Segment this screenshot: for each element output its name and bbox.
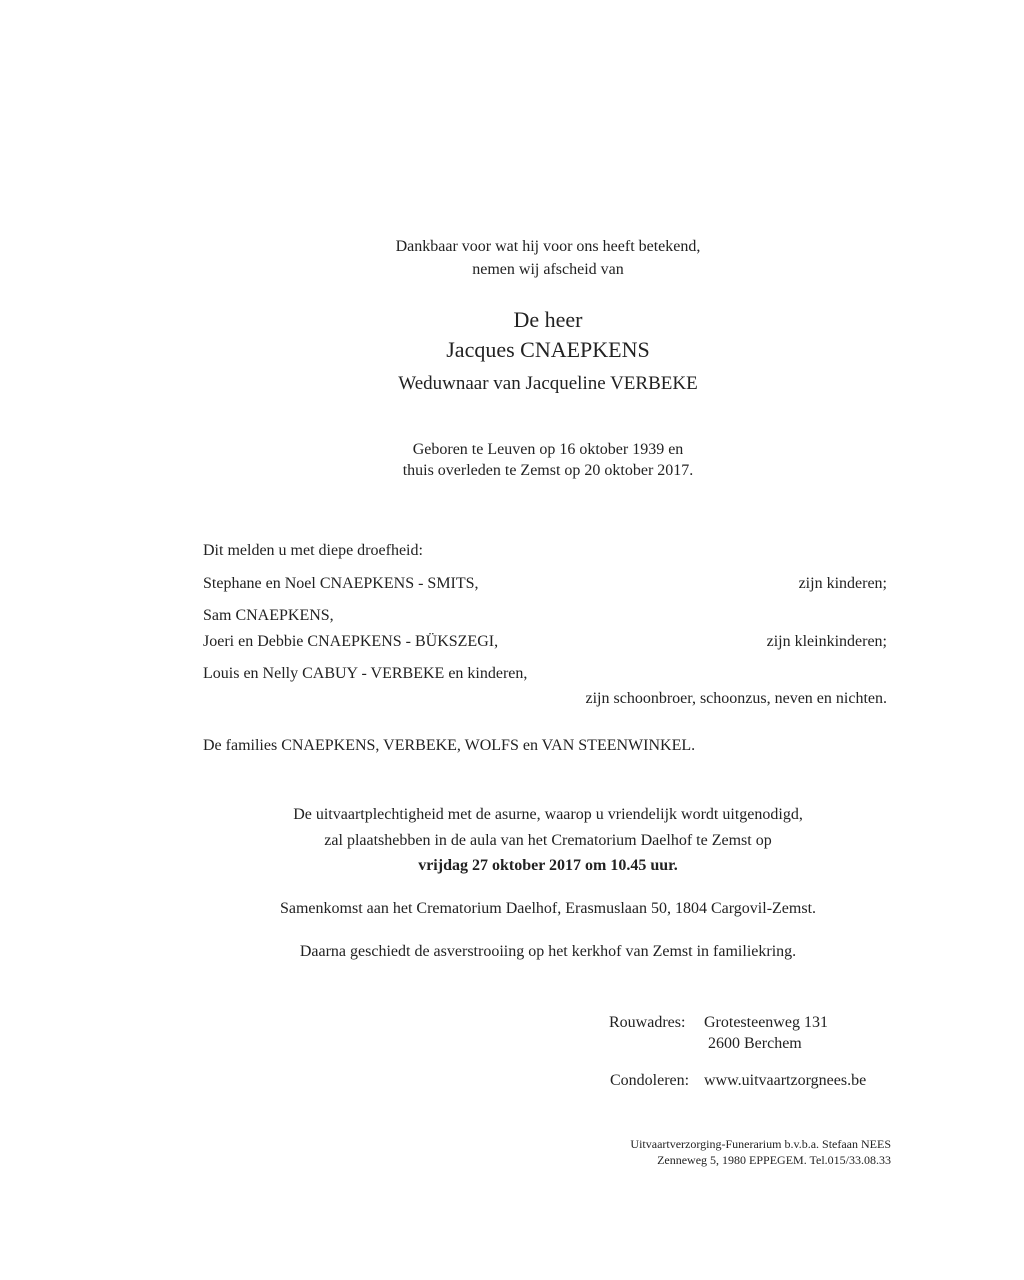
salutation: De heer [513, 307, 583, 332]
ceremony-datetime: vrijdag 27 oktober 2017 om 10.45 uur. [418, 857, 678, 874]
funeral-home-line-1: Uitvaartverzorging-Funerarium b.v.b.a. Stefaan NEES [630, 1137, 891, 1151]
grandchildren-role: zijn kleinkinderen; [766, 633, 887, 650]
ceremony-line-2: zal plaatshebben in de aula van het Crematorium Daelhof te Zemst op [324, 832, 772, 849]
in-laws-role: zijn schoonbroer, schoonzus, neven en nichten. [585, 690, 887, 707]
gathering-line: Samenkomst aan het Crematorium Daelhof, Erasmuslaan 50, 1804 Cargovil-Zemst. [279, 900, 817, 917]
address-line-1: Grotesteenweg 131 [704, 1014, 828, 1031]
ceremony-line-1: De uitvaartplechtigheid met de asurne, waarop u vriendelijk wordt uitgenodigd, [293, 806, 803, 823]
condolences-label: Condoleren: [610, 1072, 690, 1089]
death-line: thuis overleden te Zemst op 20 oktober 2017. [402, 462, 694, 479]
widower-of: Weduwnaar van Jacqueline VERBEKE [398, 373, 698, 394]
intro-line-2: nemen wij afscheid van [472, 261, 624, 278]
announcement: Dit melden u met diepe droefheid: [203, 542, 423, 559]
grandchild-2: Joeri en Debbie CNAEPKENS - BÜKSZEGI, [203, 633, 499, 650]
families-line: De families CNAEPKENS, VERBEKE, WOLFS en VAN STEENWINKEL. [203, 737, 696, 754]
deceased-name: Jacques CNAEPKENS [446, 337, 650, 362]
birth-line: Geboren te Leuven op 16 oktober 1939 en [412, 441, 684, 458]
in-laws-names: Louis en Nelly CABUY - VERBEKE en kinderen, [203, 665, 528, 682]
address-label: Rouwadres: [609, 1014, 686, 1031]
children-names: Stephane en Noel CNAEPKENS - SMITS, [203, 575, 479, 592]
scattering-line: Daarna geschiedt de asverstrooiing op het kerkhof van Zemst in familiekring. [299, 943, 797, 960]
address-line-2: 2600 Berchem [708, 1035, 802, 1052]
intro-line-1: Dankbaar voor wat hij voor ons heeft betekend, [395, 238, 701, 255]
condolences-url[interactable]: www.uitvaartzorgnees.be [704, 1072, 867, 1089]
children-role: zijn kinderen; [798, 575, 887, 592]
grandchild-1: Sam CNAEPKENS, [203, 607, 334, 624]
funeral-home-line-2: Zenneweg 5, 1980 EPPEGEM. Tel.015/33.08.33 [657, 1153, 891, 1167]
